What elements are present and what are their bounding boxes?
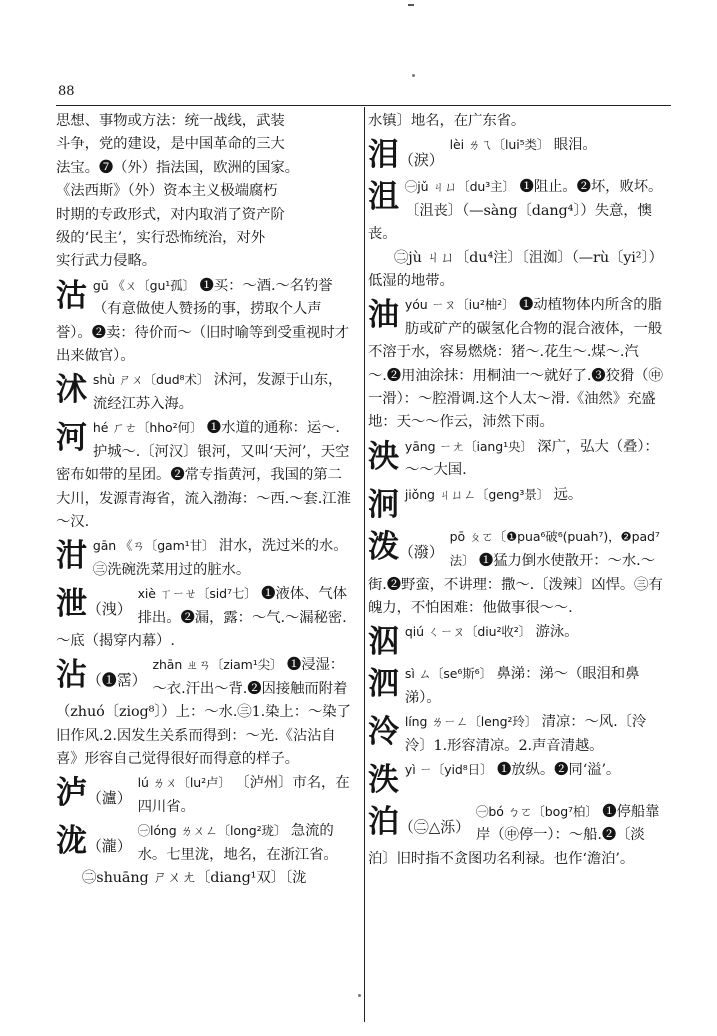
page-number: 88	[58, 84, 75, 99]
intro-line: 时期的专政形式，对内取消了资产阶	[56, 206, 285, 223]
dictionary-entry	[56, 771, 354, 819]
headword: 沽	[56, 277, 87, 314]
continued-line: 水镇〕地名，在广东省。	[368, 113, 526, 129]
pronunciation: gān 《ㄢ〔gam¹甘〕	[92, 538, 215, 554]
intro-line: 实行武力侵略。	[56, 253, 157, 270]
pronunciation: pō ㄆㄛ〔❶pua⁶破⁶(puah⁷)，❷pad⁷法〕	[449, 528, 660, 569]
intro-line: 法宝。❼（外）指法国，欧洲的国家。	[56, 159, 299, 176]
headword: 泠	[368, 714, 399, 751]
headword: 泅	[368, 624, 399, 661]
headword: 泷（瀧）	[56, 823, 132, 860]
definition: ❶放纵。❷同‘溢’。	[496, 761, 621, 778]
pronunciation: shù ㄕㄨ〔dud⁸术〕	[92, 372, 210, 388]
scan-speck	[412, 74, 415, 77]
dictionary-entry	[56, 653, 354, 771]
definition: 远。	[553, 486, 583, 503]
pronunciation: zhān ㄓㄢ〔ziam¹尖〕	[152, 657, 283, 673]
pronunciation: lú ㄌㄨ〔lu²卢〕	[137, 775, 231, 791]
definition: 深广，弘大（叠）：～～大国.	[404, 438, 659, 479]
dictionary-entry	[56, 274, 354, 369]
headword: 泊（㊁△泺）	[368, 803, 470, 840]
dictionary-entry	[368, 758, 664, 800]
definition: ❶猛力倒水使散开：～水.～街.❷野蛮，不讲理：撒～.〔泼辣〕凶悍。㊂有魄力，不怕困难：他做事很～～.	[368, 553, 663, 616]
definition: ❶液体、气体排出。❷漏，露：～气.～漏秘密.～底（揭穿内幕）.	[56, 586, 347, 649]
dictionary-entry	[368, 710, 664, 758]
pronunciation: yóu ㄧㄡ〔iu²柚²〕	[404, 297, 515, 313]
headword: 泱	[368, 438, 399, 475]
definition: ❶买：～酒.～名钓誉（有意做使人赞扬的事，捞取个人声誉）。❷卖：待价而～（旧时喻等到受重视时才出来做官）。	[56, 277, 349, 365]
headword: 沭	[56, 372, 87, 409]
headword: 泔	[56, 538, 87, 575]
headword: 泸（瀘）	[56, 775, 132, 812]
headword: 泄（洩）	[56, 586, 132, 623]
dictionary-entry	[368, 525, 664, 621]
dictionary-entry	[368, 620, 664, 662]
dictionary-entry	[368, 800, 664, 871]
dictionary-entry	[368, 133, 664, 175]
definition: ❶动植物体内所含的脂肪或矿产的碳氢化合物的混合液体，一般不溶于水，容易燃烧：猪～.花生～.煤～.汽～.❷用油涂抹：用桐油一～就好了.❸狡猾（㊥一滑）：～腔滑调.这个人太～滑.《油然》充盛地：天～～作云，沛然下雨。	[368, 297, 663, 431]
pronunciation: hé ㄏㄜ〔hho²何〕	[92, 420, 203, 436]
pronunciation: lèi ㄌㄟ〔lui⁵类〕	[449, 137, 550, 153]
pronunciation: yāng ㄧㄤ〔iang¹央〕	[404, 438, 533, 454]
headword: 泼（潑）	[368, 528, 444, 565]
dictionary-entry	[56, 368, 354, 416]
definition: 清凉：～风.〔泠泠〕1.形容清凉。2.声音清越。	[404, 714, 647, 754]
pronunciation: gū 《ㄨ〔gu¹孤〕	[92, 277, 196, 293]
pronunciation: ㊀bó ㄅㄛ〔bog⁷柏〕	[475, 803, 598, 819]
dictionary-entry	[368, 483, 664, 525]
scan-speck	[358, 994, 361, 997]
dictionary-entry	[368, 662, 664, 710]
dictionary-entry	[368, 175, 664, 246]
definition: 急流的水。七里泷，地名，在浙江省。	[137, 823, 338, 863]
definition: 游泳。	[535, 624, 579, 641]
pronunciation: yì ㄧ〔yid⁸日〕	[404, 761, 493, 777]
definition: ❶水道的通称：运～.护城～.〔河汉〕银河，又叫‘天河’，天空密布如带的星团。❷常专指黄河，我国的第二大川，发源青海省，流入渤海：～西.～套.江淮～汉.	[56, 420, 351, 530]
dictionary-entry	[56, 819, 354, 867]
right-column	[368, 110, 664, 871]
intro-line: 《法西斯》（外）资本主义极端腐朽	[56, 183, 278, 200]
intro-line: 思想、事物或方法：统一战线，武装	[56, 113, 285, 129]
headword: 泆	[368, 761, 399, 798]
dictionary-entry	[56, 534, 354, 582]
definition: ❶阻止。❷坏，败坏。〔沮丧〕（—sàng〔dang⁴〕）失意，懊丧。	[368, 179, 663, 243]
sub-entry: ㊁jù ㄐㄩ〔du⁴注〕〔沮洳〕（—rù〔yi²〕）低湿的地带。	[368, 249, 663, 290]
column-divider	[364, 107, 365, 1022]
headword: 河	[56, 420, 87, 457]
definition: 沭河，发源于山东，流经江苏入海。	[92, 372, 343, 412]
headword: 泪（淚）	[368, 137, 444, 174]
pronunciation: ㊀jǔ ㄐㄩ〔du³主〕	[404, 179, 515, 195]
dictionary-entry	[368, 435, 664, 483]
headword: 沮	[368, 179, 399, 216]
definition: 眼泪。	[553, 137, 597, 154]
intro-line: 级的‘民主’，实行恐怖统治，对外	[56, 230, 266, 247]
pronunciation: jiǒng ㄐㄩㄥ〔geng³景〕	[404, 486, 550, 502]
definition: 〔泸州〕市名，在四川省。	[137, 775, 350, 815]
left-column	[56, 110, 354, 890]
pronunciation: qiú ㄑㄧㄡ〔diu²收²〕	[404, 624, 532, 640]
headword: 油	[368, 297, 399, 334]
pronunciation: sì ㄙ〔se⁶斯⁶〕	[404, 666, 492, 682]
definition: ❶浸湿：～衣.汗出～背.❷因接触而附着（zhuó〔ziog⁸〕）上：～水.㊂1.染上：～染了旧作风.2.因发生关系而得到：～光.《沾沾自喜》形容自己觉得很好而得意的样子。	[56, 657, 351, 767]
headword: 泗	[368, 666, 399, 703]
pronunciation: líng ㄌㄧㄥ〔leng²玲〕	[404, 714, 538, 730]
dictionary-entry	[368, 293, 664, 434]
intro-line: 斗争，党的建设，是中国革命的三大	[56, 136, 285, 153]
definition: ❶停船靠岸（㊥停一）：～船.❷〔淡泊〕旧时指不贪图功名利禄。也作‘澹泊’。	[368, 803, 660, 867]
headword: 泂	[368, 486, 399, 523]
dictionary-entry	[56, 416, 354, 534]
pronunciation: xiè ㄒㄧㄝ〔sid⁷七〕	[137, 586, 257, 602]
header-rule	[56, 105, 671, 106]
dictionary-entry	[56, 582, 354, 653]
definition: 鼻涕：涕～（眼泪和鼻涕）。	[404, 666, 640, 706]
scan-mark	[408, 4, 414, 6]
continued-line: ㊁shuāng ㄕㄨㄤ〔diang¹双〕〔泷	[82, 870, 307, 886]
pronunciation: ㊀lóng ㄌㄨㄥ〔long²珑〕	[137, 823, 287, 839]
headword: 沾（❶霑）	[56, 657, 147, 694]
definition: 泔水，洗过米的水。㊂洗碗洗菜用过的脏水。	[92, 538, 348, 578]
